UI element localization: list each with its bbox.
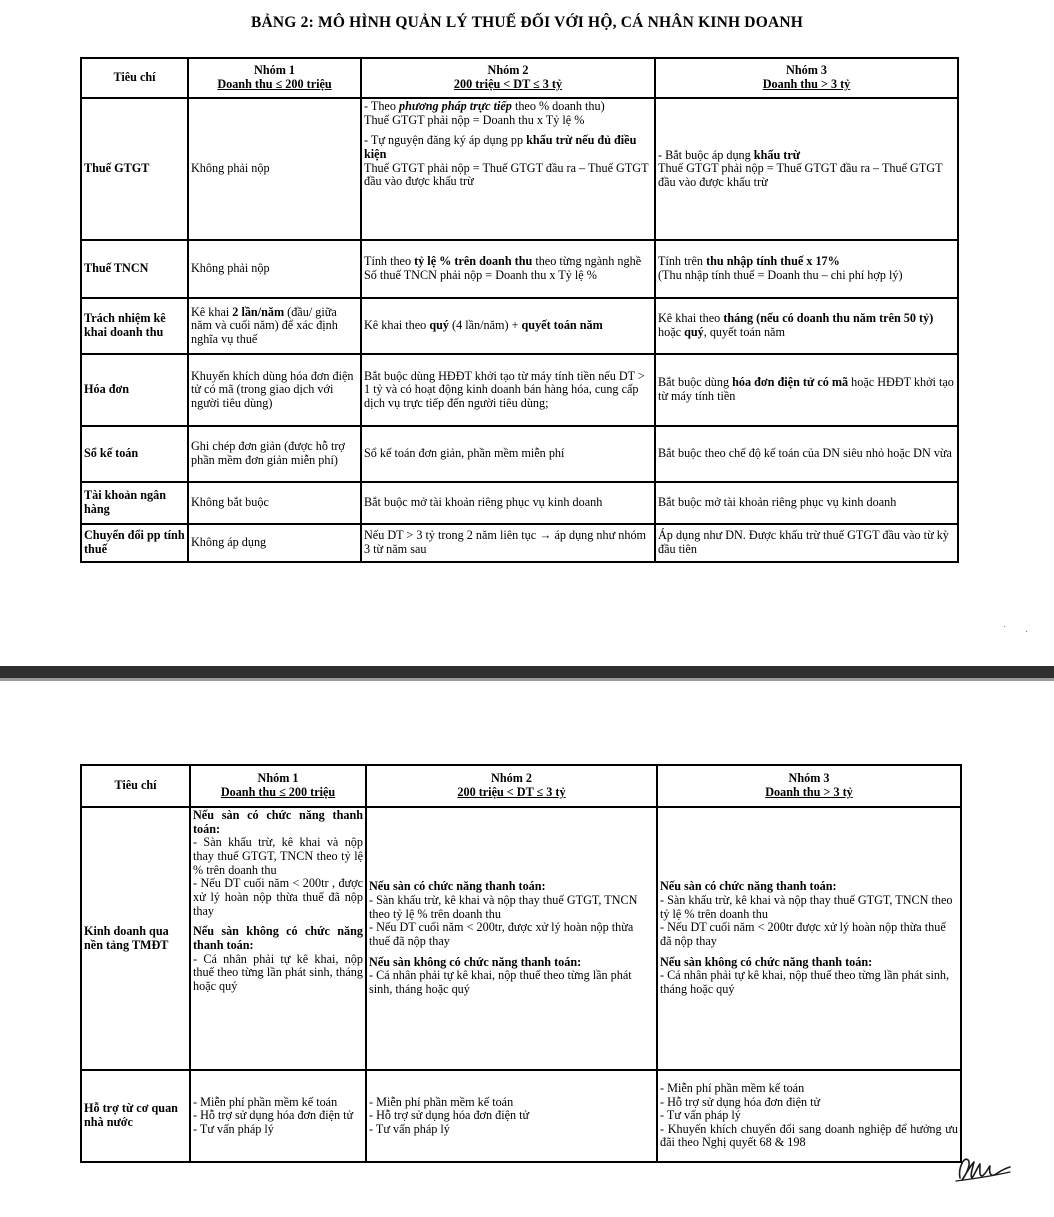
cell-group-3: Áp dụng như DN. Được khấu trừ thuế GTGT đầu vào từ kỳ đầu tiên [655, 524, 958, 562]
cell-group-2: Nếu sàn có chức năng thanh toán: - Sàn khấu trừ, kê khai và nộp thay thuế GTGT, TNCN theo tỷ lệ % trên doanh thu - Nếu DT cuối năm < 200tr, được xử lý hoàn nộp thừa thuế đã nộp thay Nếu sàn không có chức năng thanh toán: - Cá nhân phải tự kê khai, nộp thuế theo từng lần phát sinh, tháng hoặc quý [366, 807, 657, 1070]
cell-group-3: Nếu sàn có chức năng thanh toán: - Sàn khấu trừ, kê khai và nộp thay thuế GTGT, TNCN theo tỷ lệ % trên doanh thu - Nếu DT cuối năm < 200tr được xử lý hoàn nộp thừa thuế đã nộp thay Nếu sàn không có chức năng thanh toán: - Cá nhân phải tự kê khai, nộp thuế theo từng lần phát sinh, tháng hoặc quý [657, 807, 961, 1070]
row-label: Thuế TNCN [81, 240, 188, 298]
scan-speck: · [1025, 627, 1029, 638]
row-label: Hóa đơn [81, 354, 188, 426]
cell-group-2: Tính theo tỷ lệ % trên doanh thu theo từng ngành nghề Số thuế TNCN phải nộp = Doanh thu x Tỷ lệ % [361, 240, 655, 298]
header-criteria: Tiêu chí [81, 765, 190, 807]
row-label: Hỗ trợ từ cơ quan nhà nước [81, 1070, 190, 1162]
cell-group-1: Ghi chép đơn giản (được hỗ trợ phần mềm đơn giản miễn phí) [188, 426, 361, 482]
tax-model-table-part-2 [80, 764, 962, 1163]
row-label: Kinh doanh qua nền tảng TMĐT [81, 807, 190, 1070]
header-group-2: Nhóm 2 200 triệu < DT ≤ 3 tỷ [366, 765, 657, 807]
row-invoice [81, 354, 958, 426]
cell-group-3: Kê khai theo tháng (nếu có doanh thu năm trên 50 tỷ) hoặc quý, quyết toán năm [655, 298, 958, 354]
row-label: Trách nhiệm kê khai doanh thu [81, 298, 188, 354]
cell-group-1: - Miễn phí phần mềm kế toán - Hỗ trợ sử dụng hóa đơn điện tử - Tư vấn pháp lý [190, 1070, 366, 1162]
cell-group-1: Không phải nộp [188, 98, 361, 240]
header-group-1: Nhóm 1 Doanh thu ≤ 200 triệu [190, 765, 366, 807]
row-method-conversion [81, 524, 958, 562]
cell-group-1: Khuyến khích dùng hóa đơn điện tử có mã (trong giao dịch với người tiêu dùng) [188, 354, 361, 426]
row-pit [81, 240, 958, 298]
row-accounting-books [81, 426, 958, 482]
cell-group-2: Kê khai theo quý (4 lần/năm) + quyết toán năm [361, 298, 655, 354]
page-separator [0, 666, 1054, 678]
cell-group-2: Nếu DT > 3 tỷ trong 2 năm liên tục → áp dụng như nhóm 3 từ năm sau [361, 524, 655, 562]
row-state-support [81, 1070, 961, 1162]
cell-group-1: Không bắt buộc [188, 482, 361, 524]
row-label: Sổ kế toán [81, 426, 188, 482]
row-ecommerce [81, 807, 961, 1070]
cell-group-2: - Miễn phí phần mềm kế toán - Hỗ trợ sử dụng hóa đơn điện tử - Tư vấn pháp lý [366, 1070, 657, 1162]
header-group-1: Nhóm 1 Doanh thu ≤ 200 triệu [188, 58, 361, 98]
cell-group-3: Bắt buộc theo chế độ kế toán của DN siêu nhỏ hoặc DN vừa [655, 426, 958, 482]
cell-group-2: - Theo phương pháp trực tiếp theo % doanh thu) Thuế GTGT phải nộp = Doanh thu x Tỷ lệ % - Tự nguyện đăng ký áp dụng pp khấu trừ nếu đủ điều kiện Thuế GTGT phải nộp = Thuế GTGT đầu ra – Thuế GTGT đầu vào được khấu trừ [361, 98, 655, 240]
header-group-3: Nhóm 3 Doanh thu > 3 tỷ [655, 58, 958, 98]
cell-group-1: Kê khai 2 lần/năm (đầu/ giữa năm và cuối năm) để xác định nghĩa vụ thuế [188, 298, 361, 354]
header-group-2: Nhóm 2 200 triệu < DT ≤ 3 tỷ [361, 58, 655, 98]
cell-group-3: - Bắt buộc áp dụng khấu trừ Thuế GTGT phải nộp = Thuế GTGT đầu ra – Thuế GTGT đầu vào được khấu trừ [655, 98, 958, 240]
scan-speck: · [1003, 622, 1007, 633]
row-label: Chuyển đổi pp tính thuế [81, 524, 188, 562]
cell-group-2: Sổ kế toán đơn giản, phần mềm miễn phí [361, 426, 655, 482]
cell-group-3: Bắt buộc dùng hóa đơn điện tử có mã hoặc HĐĐT khởi tạo từ máy tính tiền [655, 354, 958, 426]
header-row [81, 765, 961, 807]
row-declaration [81, 298, 958, 354]
page-separator-shadow [0, 678, 1054, 681]
tax-model-table-part-1 [80, 57, 959, 563]
header-group-3: Nhóm 3 Doanh thu > 3 tỷ [657, 765, 961, 807]
cell-group-3: Bắt buộc mở tài khoản riêng phục vụ kinh doanh [655, 482, 958, 524]
cell-group-1: Nếu sàn có chức năng thanh toán: - Sàn khấu trừ, kê khai và nộp thay thuế GTGT, TNCN theo tỷ lệ % trên doanh thu - Nếu DT cuối năm < 200tr , được xử lý hoàn nộp thừa thuế đã nộp thay Nếu sàn không có chức năng thanh toán: - Cá nhân phải tự kê khai, nộp thuế theo từng lần phát sinh, tháng hoặc quý [190, 807, 366, 1070]
row-bank-account [81, 482, 958, 524]
signature-icon [952, 1148, 1012, 1188]
header-criteria: Tiêu chí [81, 58, 188, 98]
cell-group-1: Không áp dụng [188, 524, 361, 562]
cell-group-1: Không phải nộp [188, 240, 361, 298]
row-label: Thuế GTGT [81, 98, 188, 240]
cell-group-3: - Miễn phí phần mềm kế toán - Hỗ trợ sử dụng hóa đơn điện tử - Tư vấn pháp lý - Khuyến khích chuyển đổi sang doanh nghiệp để hưởng ưu đãi theo Nghị quyết 68 & 198 [657, 1070, 961, 1162]
cell-group-2: Bắt buộc mở tài khoản riêng phục vụ kinh doanh [361, 482, 655, 524]
cell-group-2: Bắt buộc dùng HĐĐT khởi tạo từ máy tính tiền nếu DT > 1 tỷ và có hoạt động kinh doanh bán hàng hóa, cung cấp dịch vụ trực tiếp đến người tiêu dùng; [361, 354, 655, 426]
cell-group-3: Tính trên thu nhập tính thuế x 17% (Thu nhập tính thuế = Doanh thu – chi phí hợp lý) [655, 240, 958, 298]
row-vat [81, 98, 958, 240]
header-row [81, 58, 958, 98]
page-title: BẢNG 2: MÔ HÌNH QUẢN LÝ THUẾ ĐỐI VỚI HỘ, CÁ NHÂN KINH DOANH [250, 14, 804, 31]
row-label: Tài khoản ngân hàng [81, 482, 188, 524]
